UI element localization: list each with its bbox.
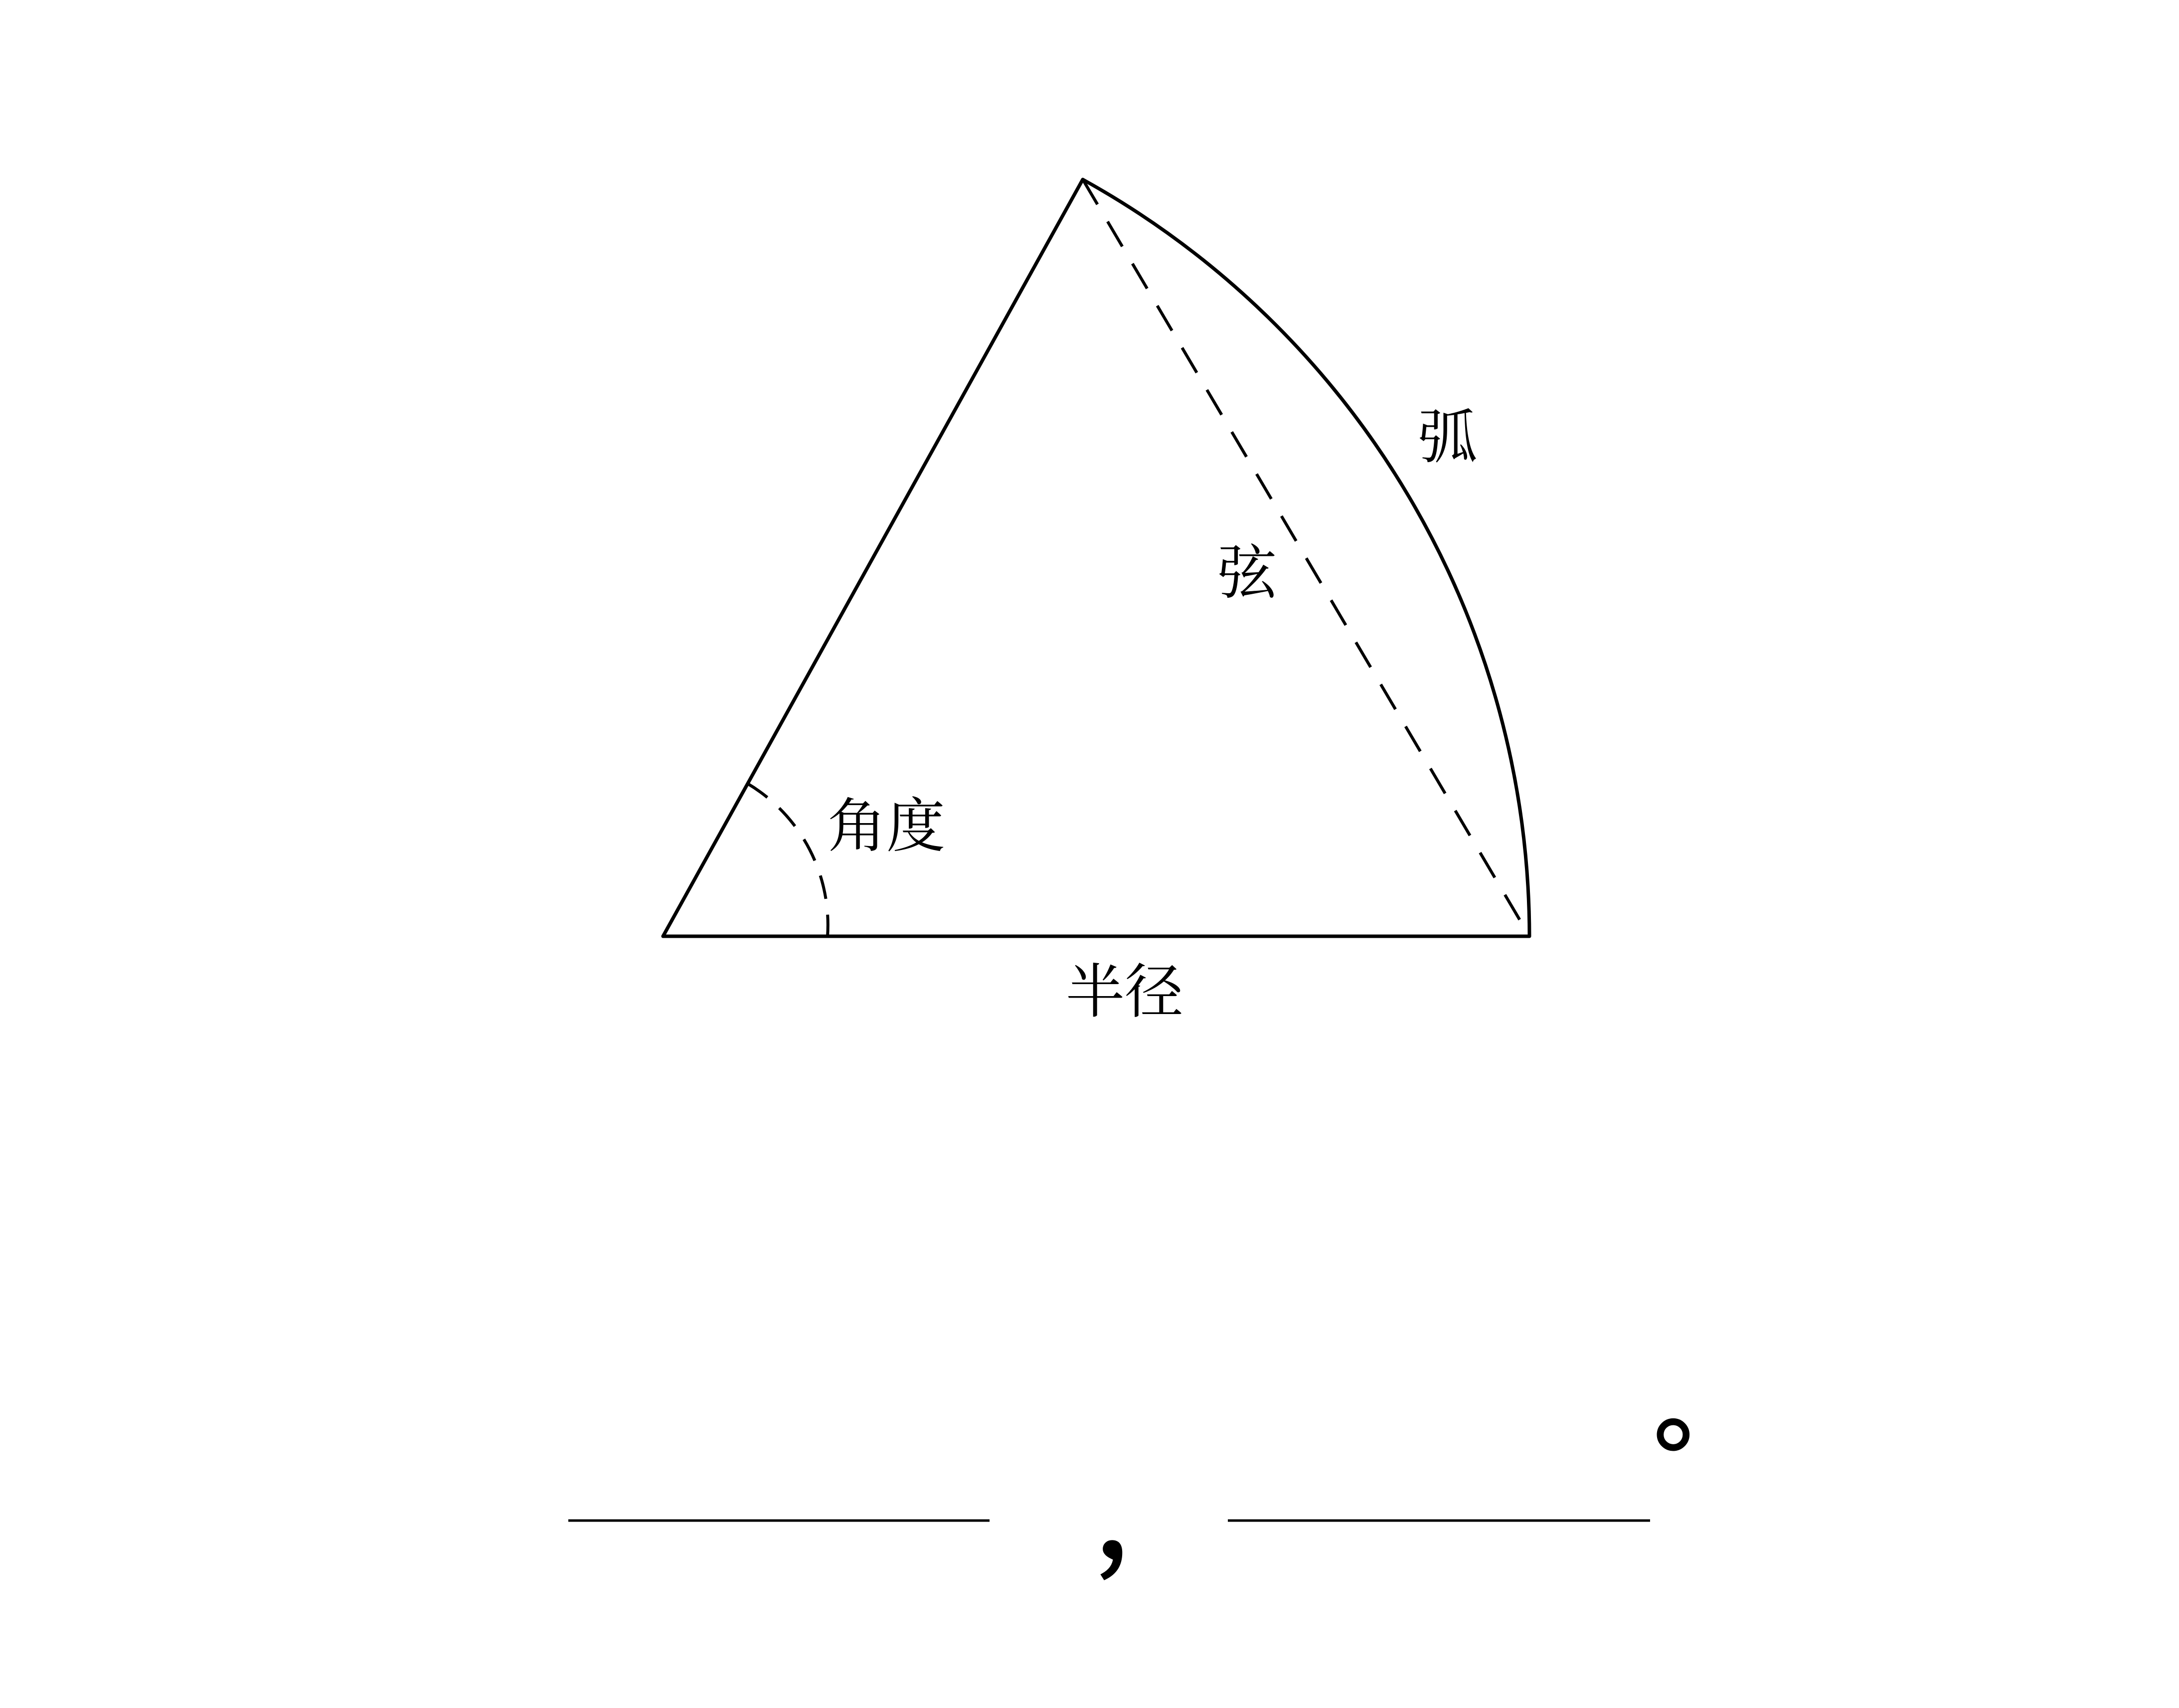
chord-line [1083,179,1529,936]
comma-mark: ， [1094,1450,1209,1583]
radius-label: 半径 [1066,957,1184,1026]
angle-marker [748,784,828,936]
arc-label: 弧 [1418,403,1478,472]
full-stop-mark: 。 [1654,1344,1759,1466]
angle-label: 角度 [828,792,946,860]
chord-label: 弦 [1218,538,1277,607]
